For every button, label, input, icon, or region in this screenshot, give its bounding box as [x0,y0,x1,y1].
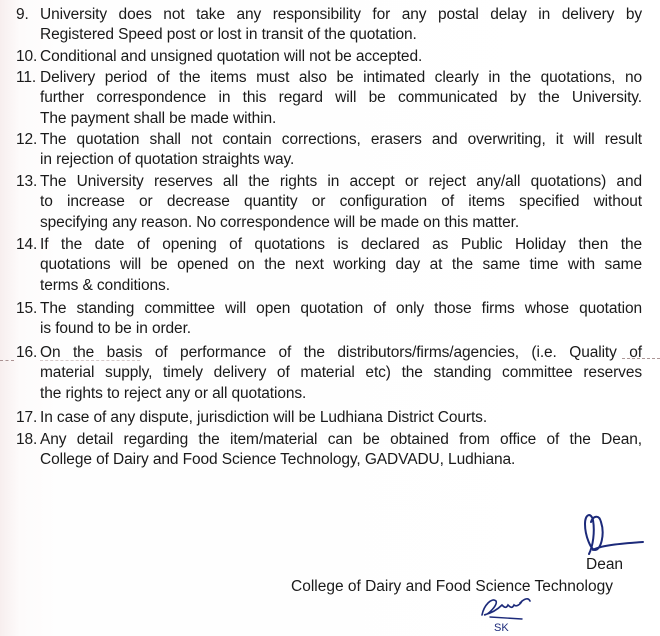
clause-line: in rejection of quotation straights way. [40,151,295,169]
clause-12 [16,130,642,171]
clause-14 [16,235,642,296]
initials-text: SK [494,622,509,633]
clause-line: to increase or decrease quantity or configuration of items specified without [40,193,642,211]
clause-number: 15. [16,300,38,317]
clause-number: 18. [16,431,38,448]
clause-text [40,235,642,296]
dotted-rule-left [0,360,14,361]
clause-number: 16. [16,344,38,361]
clause-10 [16,47,642,67]
clause-11 [16,68,642,129]
clause-line: The quotation shall not contain corrections, erasers and overwriting, it will result [40,131,642,148]
clause-number: 11. [16,69,37,86]
clause-line: The payment shall be made within. [40,109,277,127]
clause-number: 12. [16,131,38,148]
clause-number: 9. [16,6,29,23]
clause-18 [16,430,642,471]
clause-line: The University reserves all the rights in accept or reject any/all quotations) and [40,173,642,190]
clause-line: Conditional and unsigned quotation will not be accepted. [40,48,423,65]
clause-13 [16,172,642,233]
initials-signature-icon [478,593,548,633]
clause-15 [16,299,642,340]
clause-number: 14. [16,236,38,253]
clause-text [40,5,642,46]
clause-text [40,408,642,428]
clause-line: The standing committee will open quotation of only those firms whose quotation [40,300,642,317]
dean-signature-icon [575,510,655,560]
clause-line: Any detail regarding the item/material can be obtained from office of the Dean, [40,431,642,448]
clause-text [40,172,642,233]
clause-line: Delivery period of the items must also be intimated clearly in the quotations, no [40,69,642,86]
clause-line: terms & conditions. [40,276,170,294]
dotted-rule-right [622,358,660,359]
clause-line: If the date of opening of quotations is declared as Public Holiday then the [40,236,642,253]
dotted-rule-underline [40,360,140,361]
clause-line: specifying any reason. No correspondence will be made on this matter. [40,213,520,231]
clause-line: College of Dairy and Food Science Technology, GADVADU, Ludhiana. [40,451,516,469]
clause-text [40,47,642,67]
signatory-institution: College of Dairy and Food Science Technology [291,578,613,595]
clause-text [40,299,642,340]
clause-line: is found to be in order. [40,320,191,338]
clause-number: 10. [16,48,38,65]
signatory-title: Dean [586,556,624,573]
clause-line: In case of any dispute, jurisdiction will be Ludhiana District Courts. [40,409,488,426]
clause-line: quotations will be opened on the next working day at the same time with same [40,256,642,274]
clause-16 [16,343,642,404]
clause-line: the rights to reject any or all quotations. [40,384,307,402]
clause-number: 17. [16,409,38,426]
clause-line: On the basis of performance of the distributors/firms/agencies, (i.e. Quality of [40,344,642,361]
clause-text [40,430,642,471]
clause-text [40,68,642,129]
clause-17 [16,408,642,428]
clause-line: material supply, timely delivery of material etc) the standing committee reserves [40,364,642,382]
clause-number: 13. [16,173,38,190]
clause-line: Registered Speed post or lost in transit of the quotation. [40,26,417,44]
clause-text [40,343,642,404]
clause-line: further correspondence in this regard will be communicated by the University. [40,89,642,107]
clause-text [40,130,642,171]
clause-line: University does not take any responsibility for any postal delay in delivery by [40,6,642,23]
clause-9 [16,5,642,46]
